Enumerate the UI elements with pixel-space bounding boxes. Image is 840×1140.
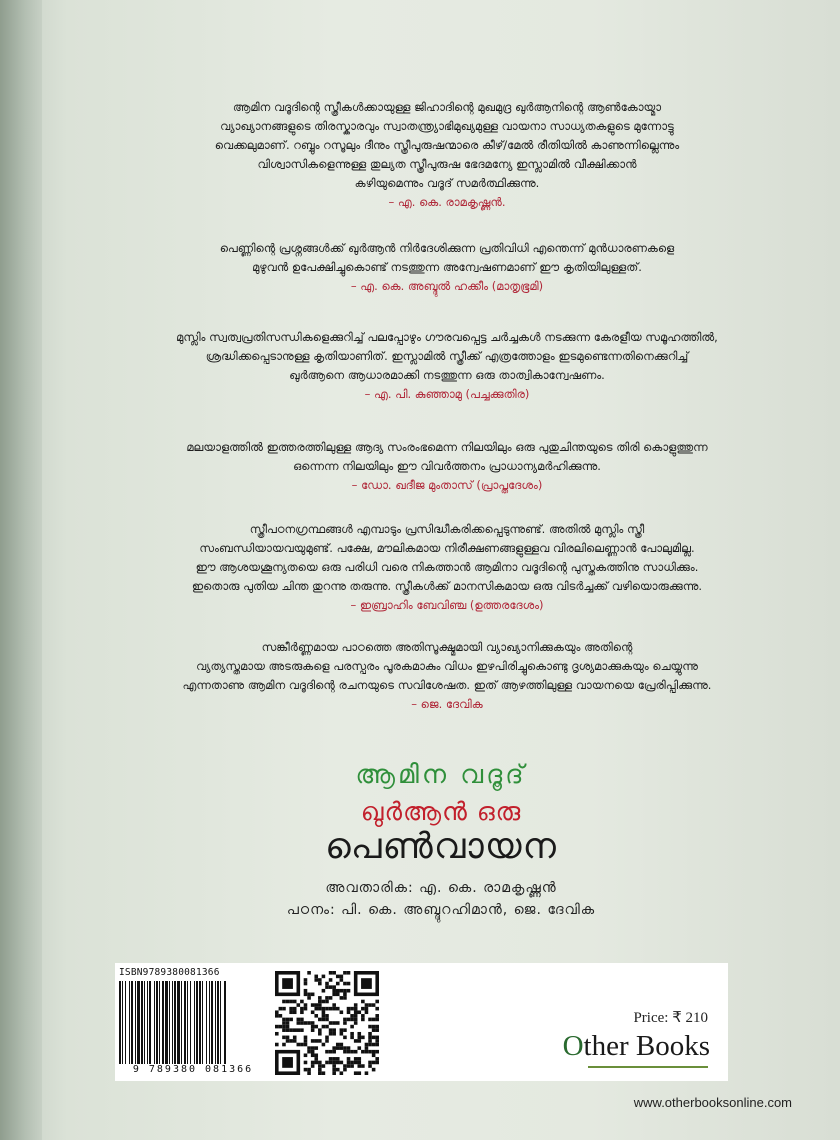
blurb-line: ഖുർആനെ ആധാരമാക്കി നടത്തുന്ന ഒരു താത്വികാന്വേഷണം.	[289, 368, 605, 382]
blurb-line: ശ്രദ്ധിക്കപ്പെടാനുള്ള കൃതിയാണിത്. ഇസ്ലാമിൽ സ്ത്രീക്ക് എത്രത്തോളം ഇടമുണ്ടെന്നതിനെക്കുറിച്ച്	[205, 349, 689, 363]
barcode-bars	[119, 981, 267, 1067]
blurb-line: ഒന്നെന്ന നിലയിലും ഈ വിവർത്തനം പ്രാധാന്യമർഹിക്കുന്നു.	[293, 459, 601, 473]
logo-underline	[588, 1066, 708, 1068]
isbn-digits: 9 789380 081366	[119, 1064, 267, 1075]
blurb-attribution: – എ. കെ. രാമകൃഷ്ണൻ.	[388, 195, 506, 209]
isbn-barcode	[119, 967, 269, 1077]
blurb-line: വിശ്വാസികളെന്നുള്ള തുല്യത സ്ത്രീപുരുഷ ഭേദമന്യേ ഇസ്ലാമിൽ വീക്ഷിക്കാൻ	[257, 157, 637, 171]
spine-shadow	[0, 0, 42, 1140]
qr-code-icon[interactable]	[275, 971, 379, 1075]
publisher-website[interactable]: www.otherbooksonline.com	[633, 1095, 792, 1110]
review-blurb-6	[142, 638, 752, 714]
study-credit: പഠനം: പി. കെ. അബ്ദുറഹിമാൻ, ജെ. ദേവിക	[286, 902, 596, 918]
blurb-line: സ്ത്രീപഠനഗ്രന്ഥങ്ങൾ എമ്പാടും പ്രസിദ്ധീകരിക്കപ്പെടുന്നുണ്ട്. അതിൽ മുസ്ലിം സ്ത്രീ	[249, 522, 645, 536]
blurb-line: എന്നതാണു ആമിന വദൂദിന്റെ രചനയുടെ സവിശേഷത. ഇത് ആഴത്തിലുള്ള വായനയെ പ്രേരിപ്പിക്കുന്നു.	[182, 678, 712, 692]
blurb-line: ഇതൊരു പുതിയ ചിന്ത തുറന്നു തരുന്നു. സ്ത്രീകൾക്ക് മാനസികമായ ഒരു വിടർച്ചക്ക് വഴിയൊരുക്കുന്നു.	[191, 579, 703, 593]
review-blurb-4	[142, 438, 752, 495]
blurb-line: മലയാളത്തിൽ ഇത്തരത്തിലുള്ള ആദ്യ സംരംഭമെന്ന നിലയിലും ഒരു പുതുചിന്തയുടെ തിരി കൊളുത്തുന്ന	[186, 440, 708, 454]
price-label: Price: ₹ 210	[633, 1010, 708, 1026]
barcode-bar	[226, 981, 227, 1067]
back-cover	[42, 0, 840, 1140]
blurb-line: വ്യത്യസ്തമായ അടരുകളെ പരസ്പരം പൂരകമാകും വിധം ഇഴപിരിച്ചുകൊണ്ടു ദൃശ്യമാക്കുകയും ചെയ്യുന്നു	[196, 659, 698, 673]
blurb-line: വ്യാഖ്യാനങ്ങളുടെ തിരസ്കാരവും സ്വാതന്ത്ര്യാഭിമുഖ്യമുള്ള വായനാ സാധ്യതകളുടെ മുന്നോട്ടു	[220, 119, 674, 133]
blurb-line: മുസ്ലിം സ്വത്വപ്രതിസന്ധികളെക്കുറിച്ച് പലപ്പോഴും ഗൗരവപ്പെട്ട ചർച്ചകൾ നടക്കുന്ന കേരളീയ സമൂഹത്തിൽ,	[176, 330, 718, 344]
isbn-label: ISBN9789380081366	[119, 967, 220, 978]
foreword-credit: അവതാരിക: എ. കെ. രാമകൃഷ്ണൻ	[325, 880, 557, 896]
blurb-line: സങ്കീർണ്ണമായ പാഠത്തെ അതിസൂക്ഷ്മമായി വ്യാഖ്യാനിക്കുകയും അതിന്റെ	[261, 640, 633, 654]
publisher-logo: Other Books	[562, 1030, 710, 1062]
review-blurb-3	[142, 328, 752, 404]
blurb-attribution: – എ. പി. കുഞ്ഞാമു (പച്ചക്കുതിര)	[364, 387, 530, 401]
review-blurb-1	[142, 98, 752, 212]
blurb-line: പെണ്ണിന്റെ പ്രശ്നങ്ങൾക്ക് ഖുർആൻ നിർദേശിക്കുന്ന പ്രതിവിധി എന്തെന്ന് മുൻധാരണകളെ	[219, 241, 675, 255]
barcode-panel	[115, 963, 728, 1081]
blurb-attribution: – ഡോ. ഖദീജ മുംതാസ് (പ്രാപ്തദേശം)	[351, 478, 543, 492]
blurb-line: കഴിയുമെന്നും വദൂദ് സമർത്ഥിക്കുന്നു.	[354, 176, 540, 190]
blurb-attribution: – ഇബ്രാഹിം ബേവിഞ്ച (ഉത്തരദേശം)	[350, 598, 544, 612]
book-subtitle: ഖുർആൻ ഒരു	[360, 797, 522, 826]
blurb-attribution: – ജെ. ദേവിക	[411, 697, 483, 711]
book-title: പെൺവായന	[325, 826, 557, 867]
blurb-line: ആമിന വദൂദിന്റെ സ്ത്രീകൾക്കായുള്ള ജിഹാദിന്റെ മുഖമുദ്ര ഖുർആനിന്റെ ആൺകോയ്മാ	[232, 100, 662, 114]
blurb-line: ഈ ആശയശൂന്യതയെ ഒരു പരിധി വരെ നികത്താൻ ആമിനാ വദൂദിന്റെ പുസ്തകത്തിനു സാധിക്കും.	[195, 560, 699, 574]
blurb-attribution: – എ. കെ. അബ്ദുൽ ഹക്കീം (മാതൃഭൂമി)	[350, 279, 544, 293]
review-blurb-5	[142, 520, 752, 615]
blurb-line: മുഴുവൻ ഉപേക്ഷിച്ചുകൊണ്ട് നടത്തുന്ന അന്വേഷണമാണ് ഈ കൃതിയിലുള്ളത്.	[252, 260, 642, 274]
blurb-line: വെക്കലുമാണ്. റബ്ബും റസൂലും ദീനും സ്ത്രീപുരുഷന്മാരെ കീഴ്/മേൽ രീതിയിൽ കാണുന്നില്ലെന്നും	[214, 138, 680, 152]
blurb-line: സംബന്ധിയായവയുമുണ്ട്. പക്ഷേ, മൗലികമായ നിരീക്ഷണങ്ങളുള്ളവ വിരലിലെണ്ണാൻ പോലുമില്ല.	[199, 541, 695, 555]
review-blurb-2	[142, 239, 752, 296]
book-author: ആമിന വദൂദ്	[355, 760, 527, 790]
